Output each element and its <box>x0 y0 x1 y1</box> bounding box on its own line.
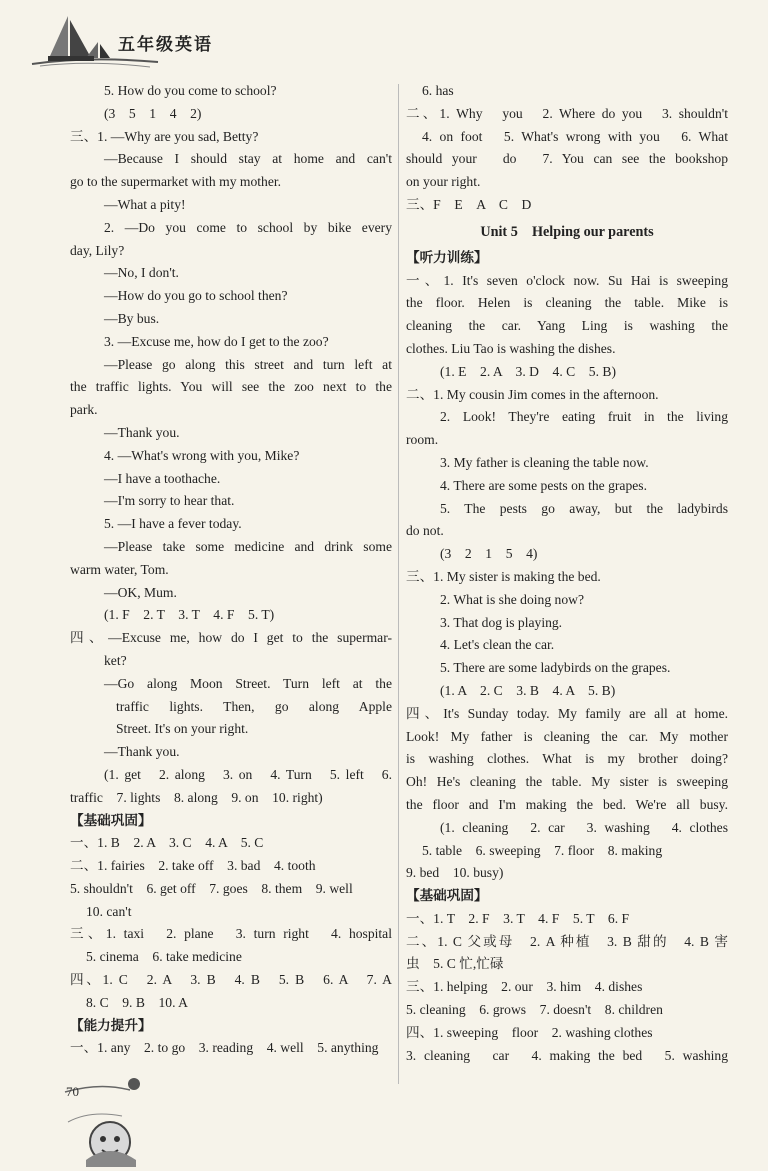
text-line: day, Lily? <box>70 242 125 258</box>
text-line: 四、It's Sunday today. My family are all at home. <box>406 705 728 721</box>
text-line: 四、1. C 2. A 3. B 4. B 5. B 6. A 7. A <box>70 972 392 988</box>
text-line: 9. bed 10. busy) <box>406 865 504 881</box>
text-line: 3. My father is cleaning the table now. <box>440 454 649 470</box>
text-line: 虫 5. C 忙,忙碌 <box>406 956 504 972</box>
text-line: —Go along Moon Street. Turn left at the <box>104 675 392 691</box>
text-line: 三、1. My sister is making the bed. <box>406 568 601 584</box>
text-line: —Please go along this street and turn left at <box>104 356 392 372</box>
text-line: the traffic lights. You will see the zoo next to the <box>70 379 392 395</box>
text-line: 【听力训练】 <box>406 249 488 265</box>
text-line: 四、1. sweeping floor 2. washing clothes <box>406 1024 653 1040</box>
text-line: —Thank you. <box>104 424 180 440</box>
text-line: 二、1. Why you 2. Where do you 3. shouldn't <box>406 105 728 121</box>
text-line: (3 2 1 5 4) <box>440 546 538 562</box>
text-line: —OK, Mum. <box>104 584 177 600</box>
text-line: —How do you go to school then? <box>104 288 288 304</box>
text-line: 三、1. taxi 2. plane 3. turn right 4. hospital <box>70 926 392 942</box>
text-line: cleaning the car. Yang Ling is washing the <box>406 318 728 334</box>
text-line: (1. E 2. A 3. D 4. C 5. B) <box>440 363 616 379</box>
text-line: —I'm sorry to hear that. <box>104 493 235 509</box>
text-line: (1. F 2. T 3. T 4. F 5. T) <box>104 607 275 623</box>
column-divider <box>398 84 399 1084</box>
text-line: 一、1. It's seven o'clock now. Su Hai is sweeping <box>406 272 728 288</box>
text-line: 5. How do you come to school? <box>104 83 277 98</box>
page-header <box>0 0 768 80</box>
text-line: 5. cinema 6. take medicine <box>86 949 242 965</box>
text-line: 一、1. T 2. F 3. T 4. F 5. T 6. F <box>406 910 630 926</box>
text-line: 2. What is she doing now? <box>440 591 584 607</box>
text-line: 三、1. —Why are you sad, Betty? <box>70 128 259 144</box>
text-line: is washing clothes. What is my brother doing? <box>406 751 728 767</box>
page-number: 70 <box>66 1084 79 1099</box>
text-line: 3. That dog is playing. <box>440 614 563 630</box>
text-line: park. <box>70 402 98 418</box>
text-line: 4. There are some pests on the grapes. <box>440 477 647 493</box>
text-line: (1. cleaning 2. car 3. washing 4. clothes <box>440 819 728 835</box>
text-line: 三、F E A C D <box>406 196 532 212</box>
text-line: 5. cleaning 6. grows 7. doesn't 8. children <box>406 1002 663 1018</box>
text-line: traffic lights. Then, go along Apple <box>116 698 392 714</box>
text-line: 8. C 9. B 10. A <box>86 994 188 1010</box>
text-line: traffic 7. lights 8. along 9. on 10. right) <box>70 789 323 805</box>
text-line: 2. Look! They're eating fruit in the living <box>440 409 728 425</box>
text-line: clothes. Liu Tao is washing the dishes. <box>406 340 616 356</box>
text-line: Oh! He's cleaning the table. My sister is sweeping <box>406 774 728 790</box>
text-line: 3. cleaning car 4. making the bed 5. washing <box>406 1047 728 1063</box>
text-line: 【基础巩固】 <box>406 888 488 904</box>
text-line: 一、1. B 2. A 3. C 4. A 5. C <box>70 835 264 851</box>
text-line: 5. —I have a fever today. <box>104 516 242 532</box>
text-line: Street. It's on your right. <box>116 721 249 737</box>
text-line: the floor. Helen is cleaning the table. Mike is <box>406 295 728 311</box>
text-line: 三、1. helping 2. our 3. him 4. dishes <box>406 979 643 995</box>
text-line: 【能力提升】 <box>70 1017 152 1033</box>
text-line: 3. —Excuse me, how do I get to the zoo? <box>104 333 329 349</box>
text-line: 4. on foot 5. What's wrong with you 6. What <box>422 128 728 144</box>
text-line: 二、1. fairies 2. take off 3. bad 4. tooth <box>70 858 316 874</box>
right-column <box>406 80 728 1067</box>
text-line: should your do 7. You can see the bookshop <box>406 151 728 167</box>
text-line: ket? <box>104 652 127 668</box>
left-column <box>70 80 392 1060</box>
text-line: the floor and I'm making the bed. We're all busy. <box>406 796 728 812</box>
text-line: —What a pity! <box>104 196 186 212</box>
text-line: warm water, Tom. <box>70 561 169 577</box>
text-line: Look! My father is cleaning the car. My mother <box>406 728 728 744</box>
text-line: 5. table 6. sweeping 7. floor 8. making <box>422 842 663 858</box>
text-line: 5. The pests go away, but the ladybirds <box>440 500 728 516</box>
text-line: 二、1. My cousin Jim comes in the afternoon. <box>406 386 659 402</box>
text-line: —Because I should stay at home and can't <box>104 151 392 167</box>
text-line: do not. <box>406 523 444 539</box>
text-line: —I have a toothache. <box>104 470 221 486</box>
text-line: 二、1. C 父或母 2. A 种植 3. B 甜的 4. B 害 <box>406 933 728 949</box>
text-line: 一、1. any 2. to go 3. reading 4. well 5. anything <box>70 1040 379 1056</box>
text-line: 6. has <box>422 83 454 98</box>
text-line: —Please take some medicine and drink some <box>104 538 392 554</box>
text-line: 5. There are some ladybirds on the grapes. <box>440 660 671 676</box>
text-line: 四、—Excuse me, how do I get to the supermar- <box>70 630 392 646</box>
text-line: go to the supermarket with my mother. <box>70 174 282 190</box>
text-line: (1. get 2. along 3. on 4. Turn 5. left 6. <box>104 766 392 782</box>
text-line: 5. shouldn't 6. get off 7. goes 8. them 9. well <box>70 880 353 896</box>
text-line: 4. Let's clean the car. <box>440 637 555 653</box>
section-heading: Unit 5 Helping our parents <box>480 223 654 240</box>
text-line: —Thank you. <box>104 744 180 760</box>
page-title: 五年级英语 <box>118 35 213 55</box>
text-line: 10. can't <box>86 903 132 919</box>
text-line: (3 5 1 4 2) <box>104 105 202 121</box>
text-line: 2. —Do you come to school by bike every <box>104 219 392 235</box>
text-line: —By bus. <box>104 310 160 326</box>
text-line: room. <box>406 432 439 448</box>
text-line: on your right. <box>406 174 481 190</box>
text-line: 【基础巩固】 <box>70 812 152 828</box>
text-line: 4. —What's wrong with you, Mike? <box>104 447 300 463</box>
text-line: (1. A 2. C 3. B 4. A 5. B) <box>440 682 616 698</box>
text-line: —No, I don't. <box>104 265 179 281</box>
